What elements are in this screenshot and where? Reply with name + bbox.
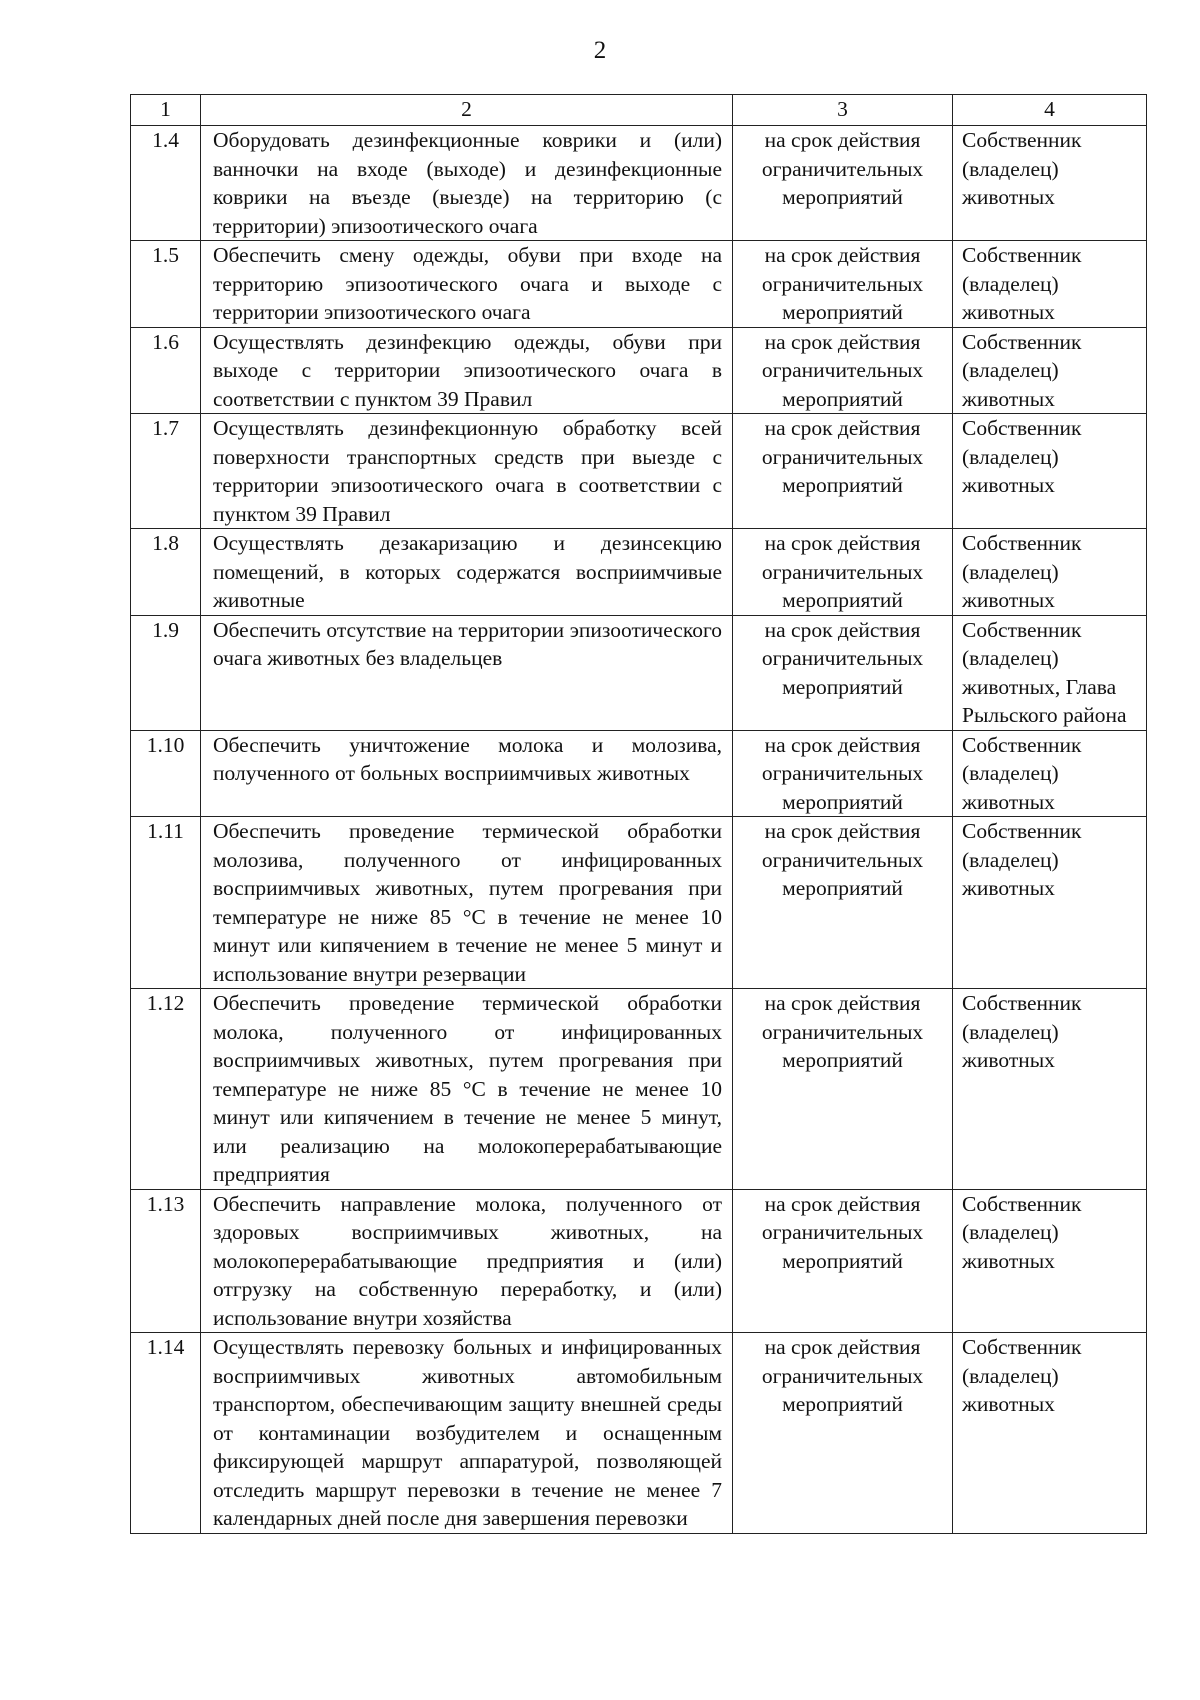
measure-term: на срок действия ограничительных мероприятий — [733, 327, 953, 414]
row-number: 1.10 — [131, 730, 201, 817]
measure-term: на срок действия ограничительных мероприятий — [733, 529, 953, 616]
responsible-party: Собственник (владелец) животных — [953, 1333, 1147, 1534]
measure-text: Осуществлять перевозку больных и инфицированных восприимчивых животных автомобильным транспортом, обеспечивающим защиту внешней среды от контаминации возбудителем и оснащенным фиксирующей маршрут аппаратурой, позволяющей отследить маршрут перевозки в течение не менее 7 календарных дней после дня завершения перевозки — [201, 1333, 733, 1534]
header-col-4: 4 — [953, 95, 1147, 126]
row-number: 1.12 — [131, 989, 201, 1190]
table-row — [131, 414, 1147, 529]
measure-text: Обеспечить отсутствие на территории эпизоотического очага животных без владельцев — [201, 615, 733, 730]
table-row — [131, 989, 1147, 1190]
measure-text: Обеспечить проведение термической обработки молока, полученного от инфицированных восприимчивых животных, путем прогревания при температуре не ниже 85 °С в течение не менее 10 минут или кипячением в течение не менее 5 минут, или реализацию на молокоперерабатывающие предприятия — [201, 989, 733, 1190]
responsible-party: Собственник (владелец) животных — [953, 730, 1147, 817]
row-number: 1.4 — [131, 126, 201, 241]
measure-term: на срок действия ограничительных мероприятий — [733, 989, 953, 1190]
row-number: 1.9 — [131, 615, 201, 730]
page-number: 2 — [593, 37, 607, 64]
table-header-row — [131, 95, 1147, 126]
row-number: 1.13 — [131, 1189, 201, 1333]
measure-text: Обеспечить проведение термической обработки молозива, полученного от инфицированных восприимчивых животных, путем прогревания при температуре не ниже 85 °С в течение не менее 10 минут или кипячением в течение не менее 5 минут и использование внутри резервации — [201, 817, 733, 989]
table-row — [131, 1189, 1147, 1333]
measures-table — [130, 94, 1147, 1534]
row-number: 1.7 — [131, 414, 201, 529]
responsible-party: Собственник (владелец) животных — [953, 126, 1147, 241]
measure-term: на срок действия ограничительных мероприятий — [733, 126, 953, 241]
table-row — [131, 817, 1147, 989]
measure-term: на срок действия ограничительных мероприятий — [733, 615, 953, 730]
header-col-3: 3 — [733, 95, 953, 126]
responsible-party: Собственник (владелец) животных — [953, 327, 1147, 414]
row-number: 1.8 — [131, 529, 201, 616]
measure-text: Оборудовать дезинфекционные коврики и (или) ванночки на входе (выходе) и дезинфекционные коврики на въезде (выезде) на территорию (с территории) эпизоотического очага — [201, 126, 733, 241]
responsible-party: Собственник (владелец) животных — [953, 989, 1147, 1190]
measure-term: на срок действия ограничительных мероприятий — [733, 730, 953, 817]
table-row — [131, 730, 1147, 817]
measure-text: Обеспечить уничтожение молока и молозива, полученного от больных восприимчивых животных — [201, 730, 733, 817]
row-number: 1.6 — [131, 327, 201, 414]
measure-term: на срок действия ограничительных мероприятий — [733, 241, 953, 328]
table-row — [131, 1333, 1147, 1534]
measure-term: на срок действия ограничительных мероприятий — [733, 1333, 953, 1534]
responsible-party: Собственник (владелец) животных — [953, 817, 1147, 989]
responsible-party: Собственник (владелец) животных — [953, 1189, 1147, 1333]
table-row — [131, 327, 1147, 414]
measure-term: на срок действия ограничительных мероприятий — [733, 1189, 953, 1333]
row-number: 1.5 — [131, 241, 201, 328]
measure-text: Обеспечить смену одежды, обуви при входе на территорию эпизоотического очага и выходе с территории эпизоотического очага — [201, 241, 733, 328]
measure-text: Обеспечить направление молока, полученного от здоровых восприимчивых животных, на молокоперерабатывающие предприятия и (или) отгрузку на собственную переработку, и (или) использование внутри хозяйства — [201, 1189, 733, 1333]
responsible-party: Собственник (владелец) животных — [953, 414, 1147, 529]
row-number: 1.14 — [131, 1333, 201, 1534]
measure-term: на срок действия ограничительных мероприятий — [733, 817, 953, 989]
measure-text: Осуществлять дезинфекцию одежды, обуви при выходе с территории эпизоотического очага в соответствии с пунктом 39 Правил — [201, 327, 733, 414]
responsible-party: Собственник (владелец) животных — [953, 241, 1147, 328]
row-number: 1.11 — [131, 817, 201, 989]
header-col-2: 2 — [201, 95, 733, 126]
responsible-party: Собственник (владелец) животных — [953, 529, 1147, 616]
table-row — [131, 241, 1147, 328]
measure-term: на срок действия ограничительных мероприятий — [733, 414, 953, 529]
header-col-1: 1 — [131, 95, 201, 126]
measure-text: Осуществлять дезинфекционную обработку всей поверхности транспортных средств при выезде с территории эпизоотического очага в соответствии с пунктом 39 Правил — [201, 414, 733, 529]
responsible-party: Собственник (владелец) животных, Глава Рыльского района — [953, 615, 1147, 730]
table-row — [131, 126, 1147, 241]
table-row — [131, 529, 1147, 616]
table-row — [131, 615, 1147, 730]
measure-text: Осуществлять дезакаризацию и дезинсекцию помещений, в которых содержатся восприимчивые животные — [201, 529, 733, 616]
